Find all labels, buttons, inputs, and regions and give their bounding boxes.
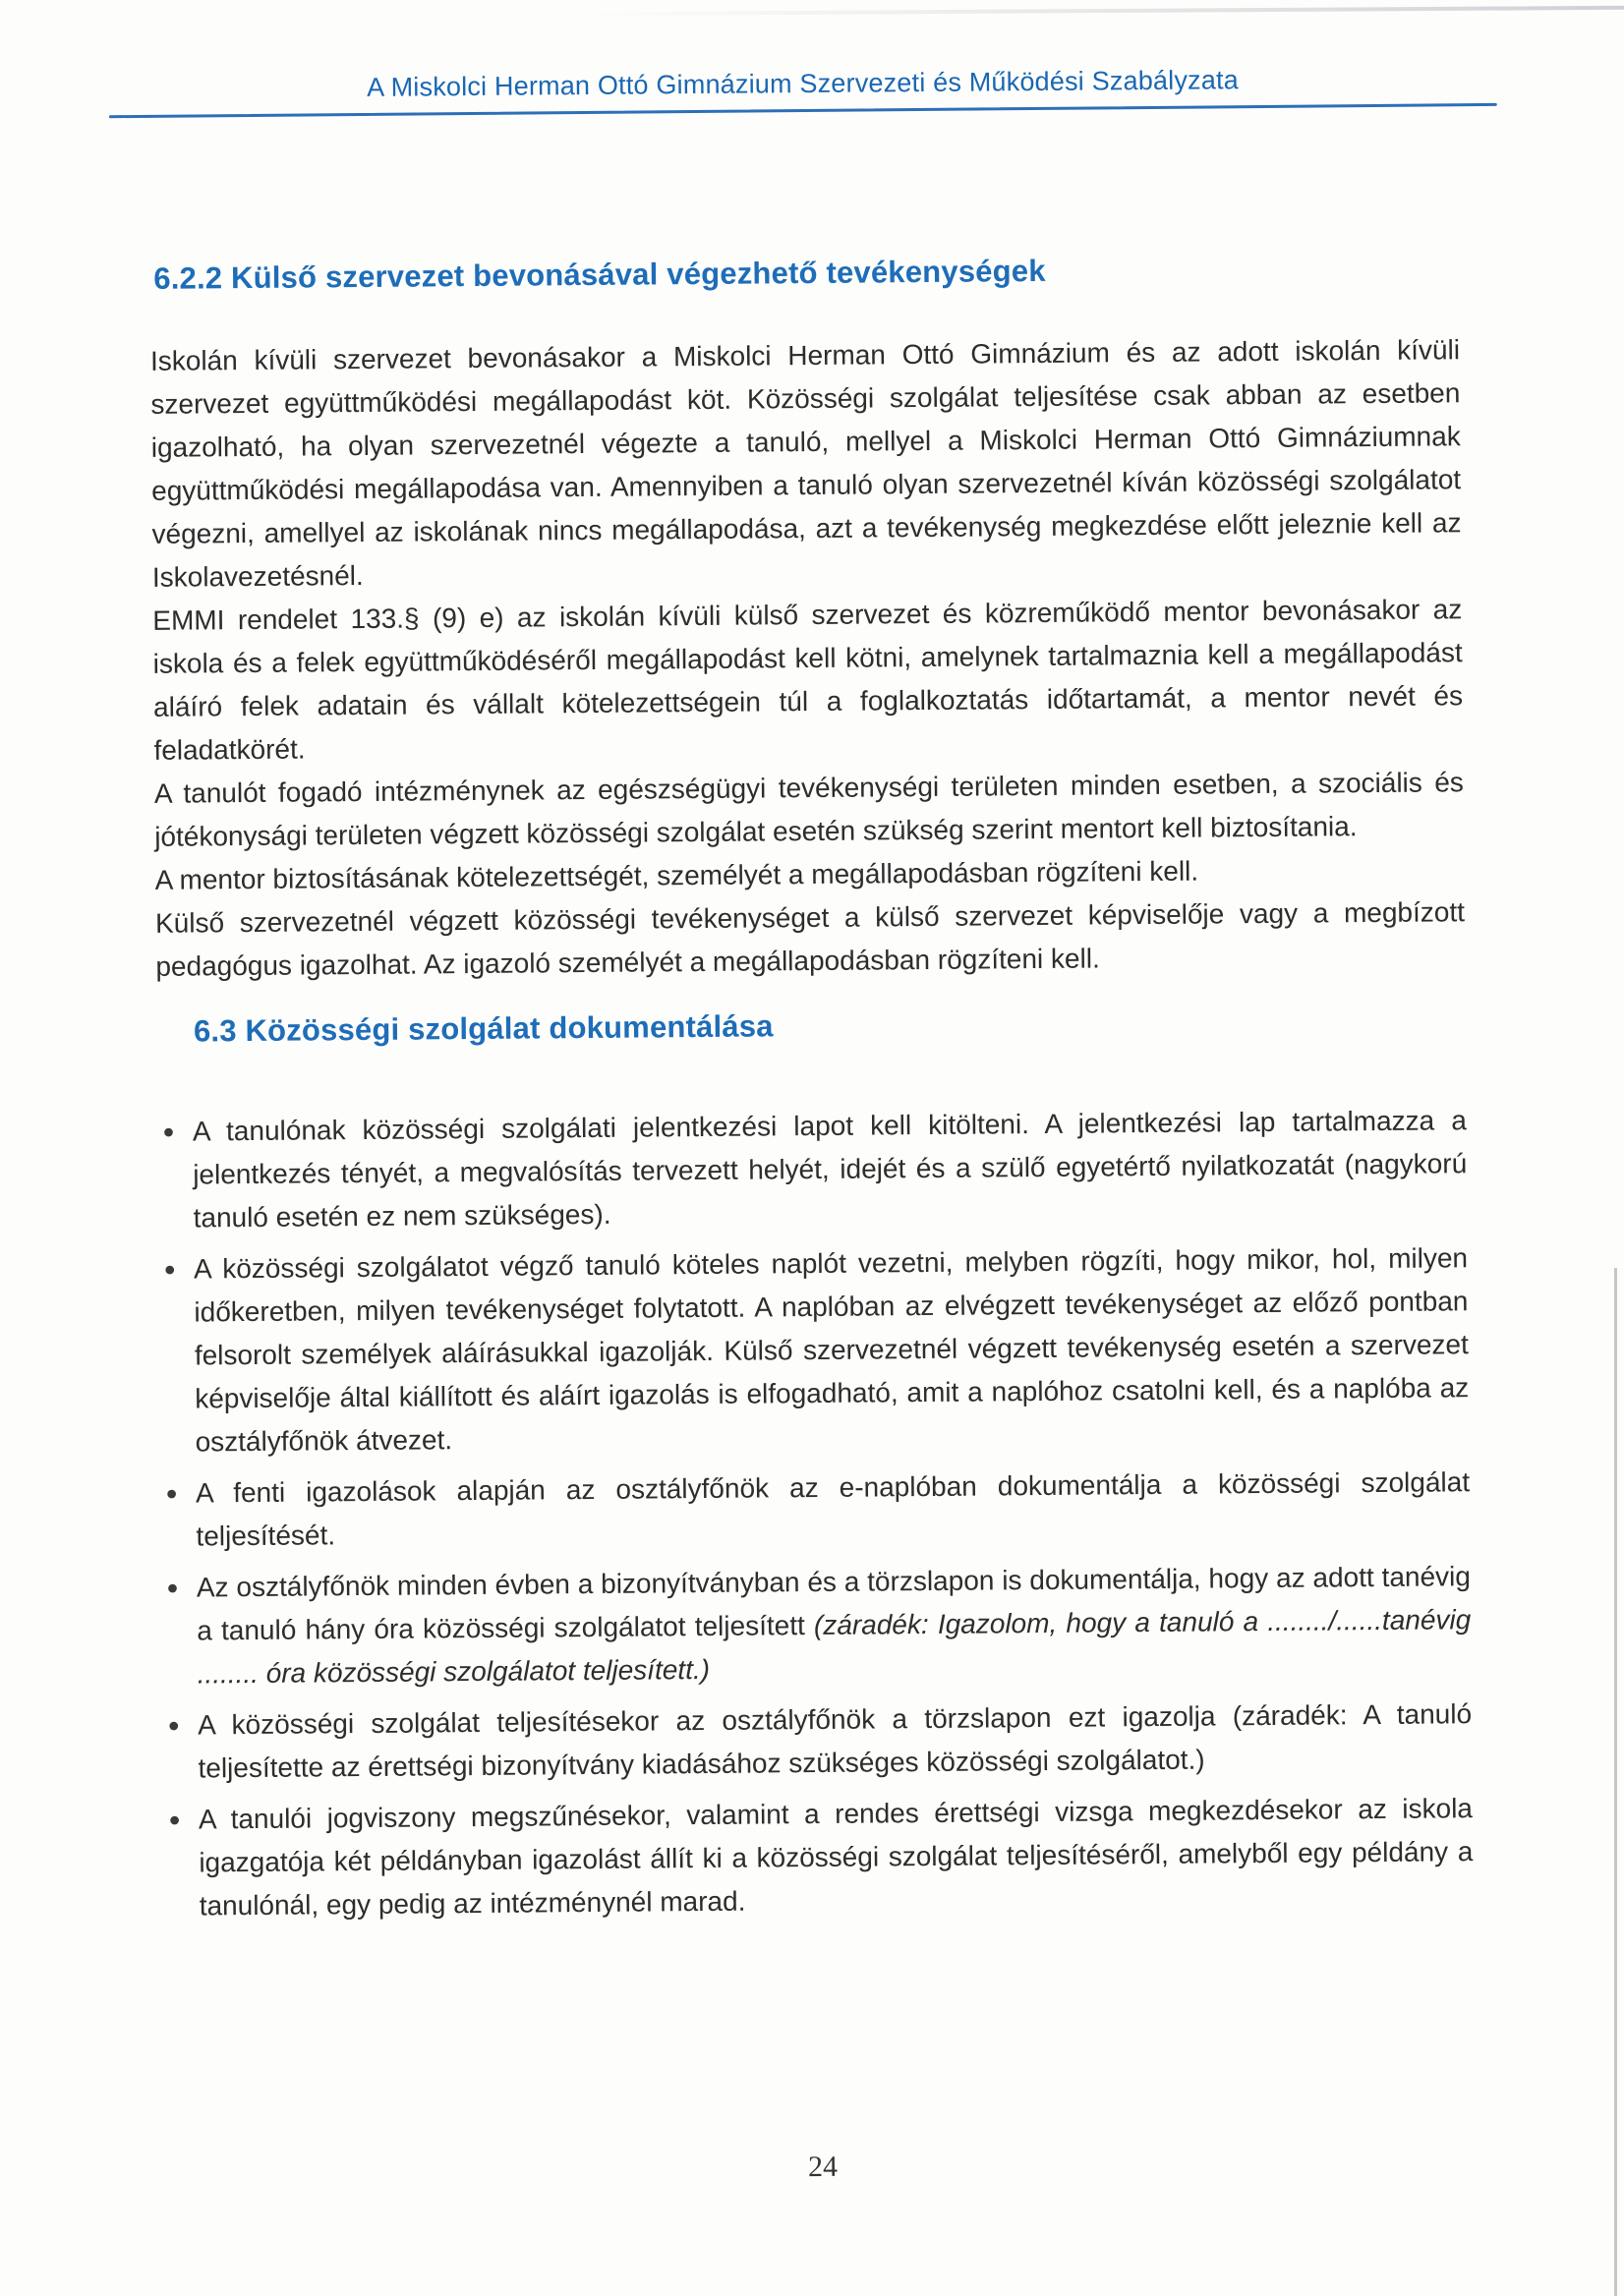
documentation-bullet-list: [157, 1099, 1474, 1928]
paragraph-mentor-requirement: A tanulót fogadó intézménynek az egészségügyi tevékenységi területen minden esetben, a szociális és jótékonysági területen végzett közösségi szolgálat esetén szükség szerint mentort kell biztosítania.: [153, 767, 1464, 852]
paragraph-emmi-decree: EMMI rendelet 133.§ (9) e) az iskolán kívüli külső szervezet és közreműködő mentor bevonásakor az iskola és a felek együttműködéséről megállapodást kell kötni, amelynek tartalmaznia kell a megállapodást aláíró felek adatain és vállalt kötelezettségein túl a foglalkoztatás időtartamát, a mentor nevét és feladatkörét.: [152, 594, 1464, 766]
list-item: [196, 1461, 1471, 1558]
list-item-text: Az osztályfőnök minden évben a bizonyítványban és a törzslapon is dokumentálja, hogy az adott tanévig a tanuló hány óra közösségi szolgálatot teljesített: [196, 1561, 1472, 1646]
section-heading-63: 6.3 Közösségi szolgálat dokumentálása: [193, 1008, 774, 1049]
list-item-italic-text: (záradék: Igazolom, hogy a tanuló a ......../......tanévig ........ óra közösségi szolgálatot teljesített.): [197, 1604, 1472, 1690]
page-number: 24: [807, 2150, 839, 2184]
list-item-text: A közösségi szolgálat teljesítésekor az osztályfőnök a törzslapon ezt igazolja (záradék: A tanuló teljesítette az érettségi bizonyítvány kiadásához szükséges közösségi szolgálatot.): [198, 1698, 1473, 1784]
paragraph-external-org-agreement: Iskolán kívüli szervezet bevonásakor a Miskolci Herman Ottó Gimnázium és az adott iskolán kívüli szervezet együttműködési megállapodást köt. Közösségi szolgálat teljesítése csak abban az esetben igazolható, ha olyan szervezetnél végezte a tanuló, mellyel a Miskolci Herman Ottó Gimnáziumnak együttműködési megállapodása van. Amennyiben a tanuló olyan szervezetnél kíván közösségi szolgálatot végezni, amellyel az iskolának nincs megállapodása, azt a tevékenység megkezdése előtt jeleznie kell az Iskolavezetésnél.: [149, 334, 1462, 593]
paragraph-external-verification: Külső szervezetnél végzett közösségi tevékenységet a külső szervezet képviselője vagy a megbízott pedagógus igazolhat. Az igazoló személyét a megállapodásban rögzíteni kell.: [154, 896, 1466, 982]
running-header: [147, 63, 1457, 118]
list-item-text: A tanulói jogviszony megszűnésekor, valamint a rendes érettségi vizsga megkezdésekor az iskola igazgatója két példányban igazolást állít ki a közösségi szolgálat teljesítéséről, amelyből egy példány a tanulónál, egy pedig az intézménynél marad.: [198, 1793, 1474, 1922]
paragraph-mentor-record: A mentor biztosításának kötelezettségét, személyét a megállapodásban rögzíteni kell.: [154, 855, 1199, 895]
header-divider: [109, 103, 1497, 118]
list-item-text: A közösségi szolgálatot végző tanuló köteles naplót vezetni, melyben rögzíti, hogy mikor, hol, milyen időkeretben, milyen tevékenységet folytatott. A naplóban az elvégzett tevékenységet az előző pontban felsorolt személyek aláírásukkal igazolják. Külső szervezetnél végzett tevékenység esetén a szervezet képviselője által kiállított és aláírt igazolás is elfogadható, amit a naplóhoz csatolni kell, és a naplóba az osztályfőnök átvezet.: [193, 1242, 1470, 1458]
list-item-text: A tanulónak közösségi szolgálati jelentkezési lapot kell kitölteni. A jelentkezési lap tartalmazza a jelentkezés tényét, a megvalósítás tervezett helyét, idejét és a szülő egyetértő nyilatkozatát (nagykorú tanuló esetén ez nem szükséges).: [192, 1105, 1468, 1234]
list-item: [194, 1236, 1470, 1464]
list-item-text: A fenti igazolások alapján az osztályfőnök az e-naplóban dokumentálja a közösségi szolgálat teljesítését.: [195, 1466, 1471, 1552]
list-item: [197, 1555, 1472, 1695]
list-item: [198, 1693, 1473, 1790]
list-item: [199, 1787, 1474, 1927]
list-item: [193, 1099, 1468, 1239]
section-heading-622: 6.2.2 Külső szervezet bevonásával végezhető tevékenységek: [153, 253, 1046, 296]
document-title: A Miskolci Herman Ottó Gimnázium Szervezeti és Működési Szabályzata: [367, 65, 1240, 102]
